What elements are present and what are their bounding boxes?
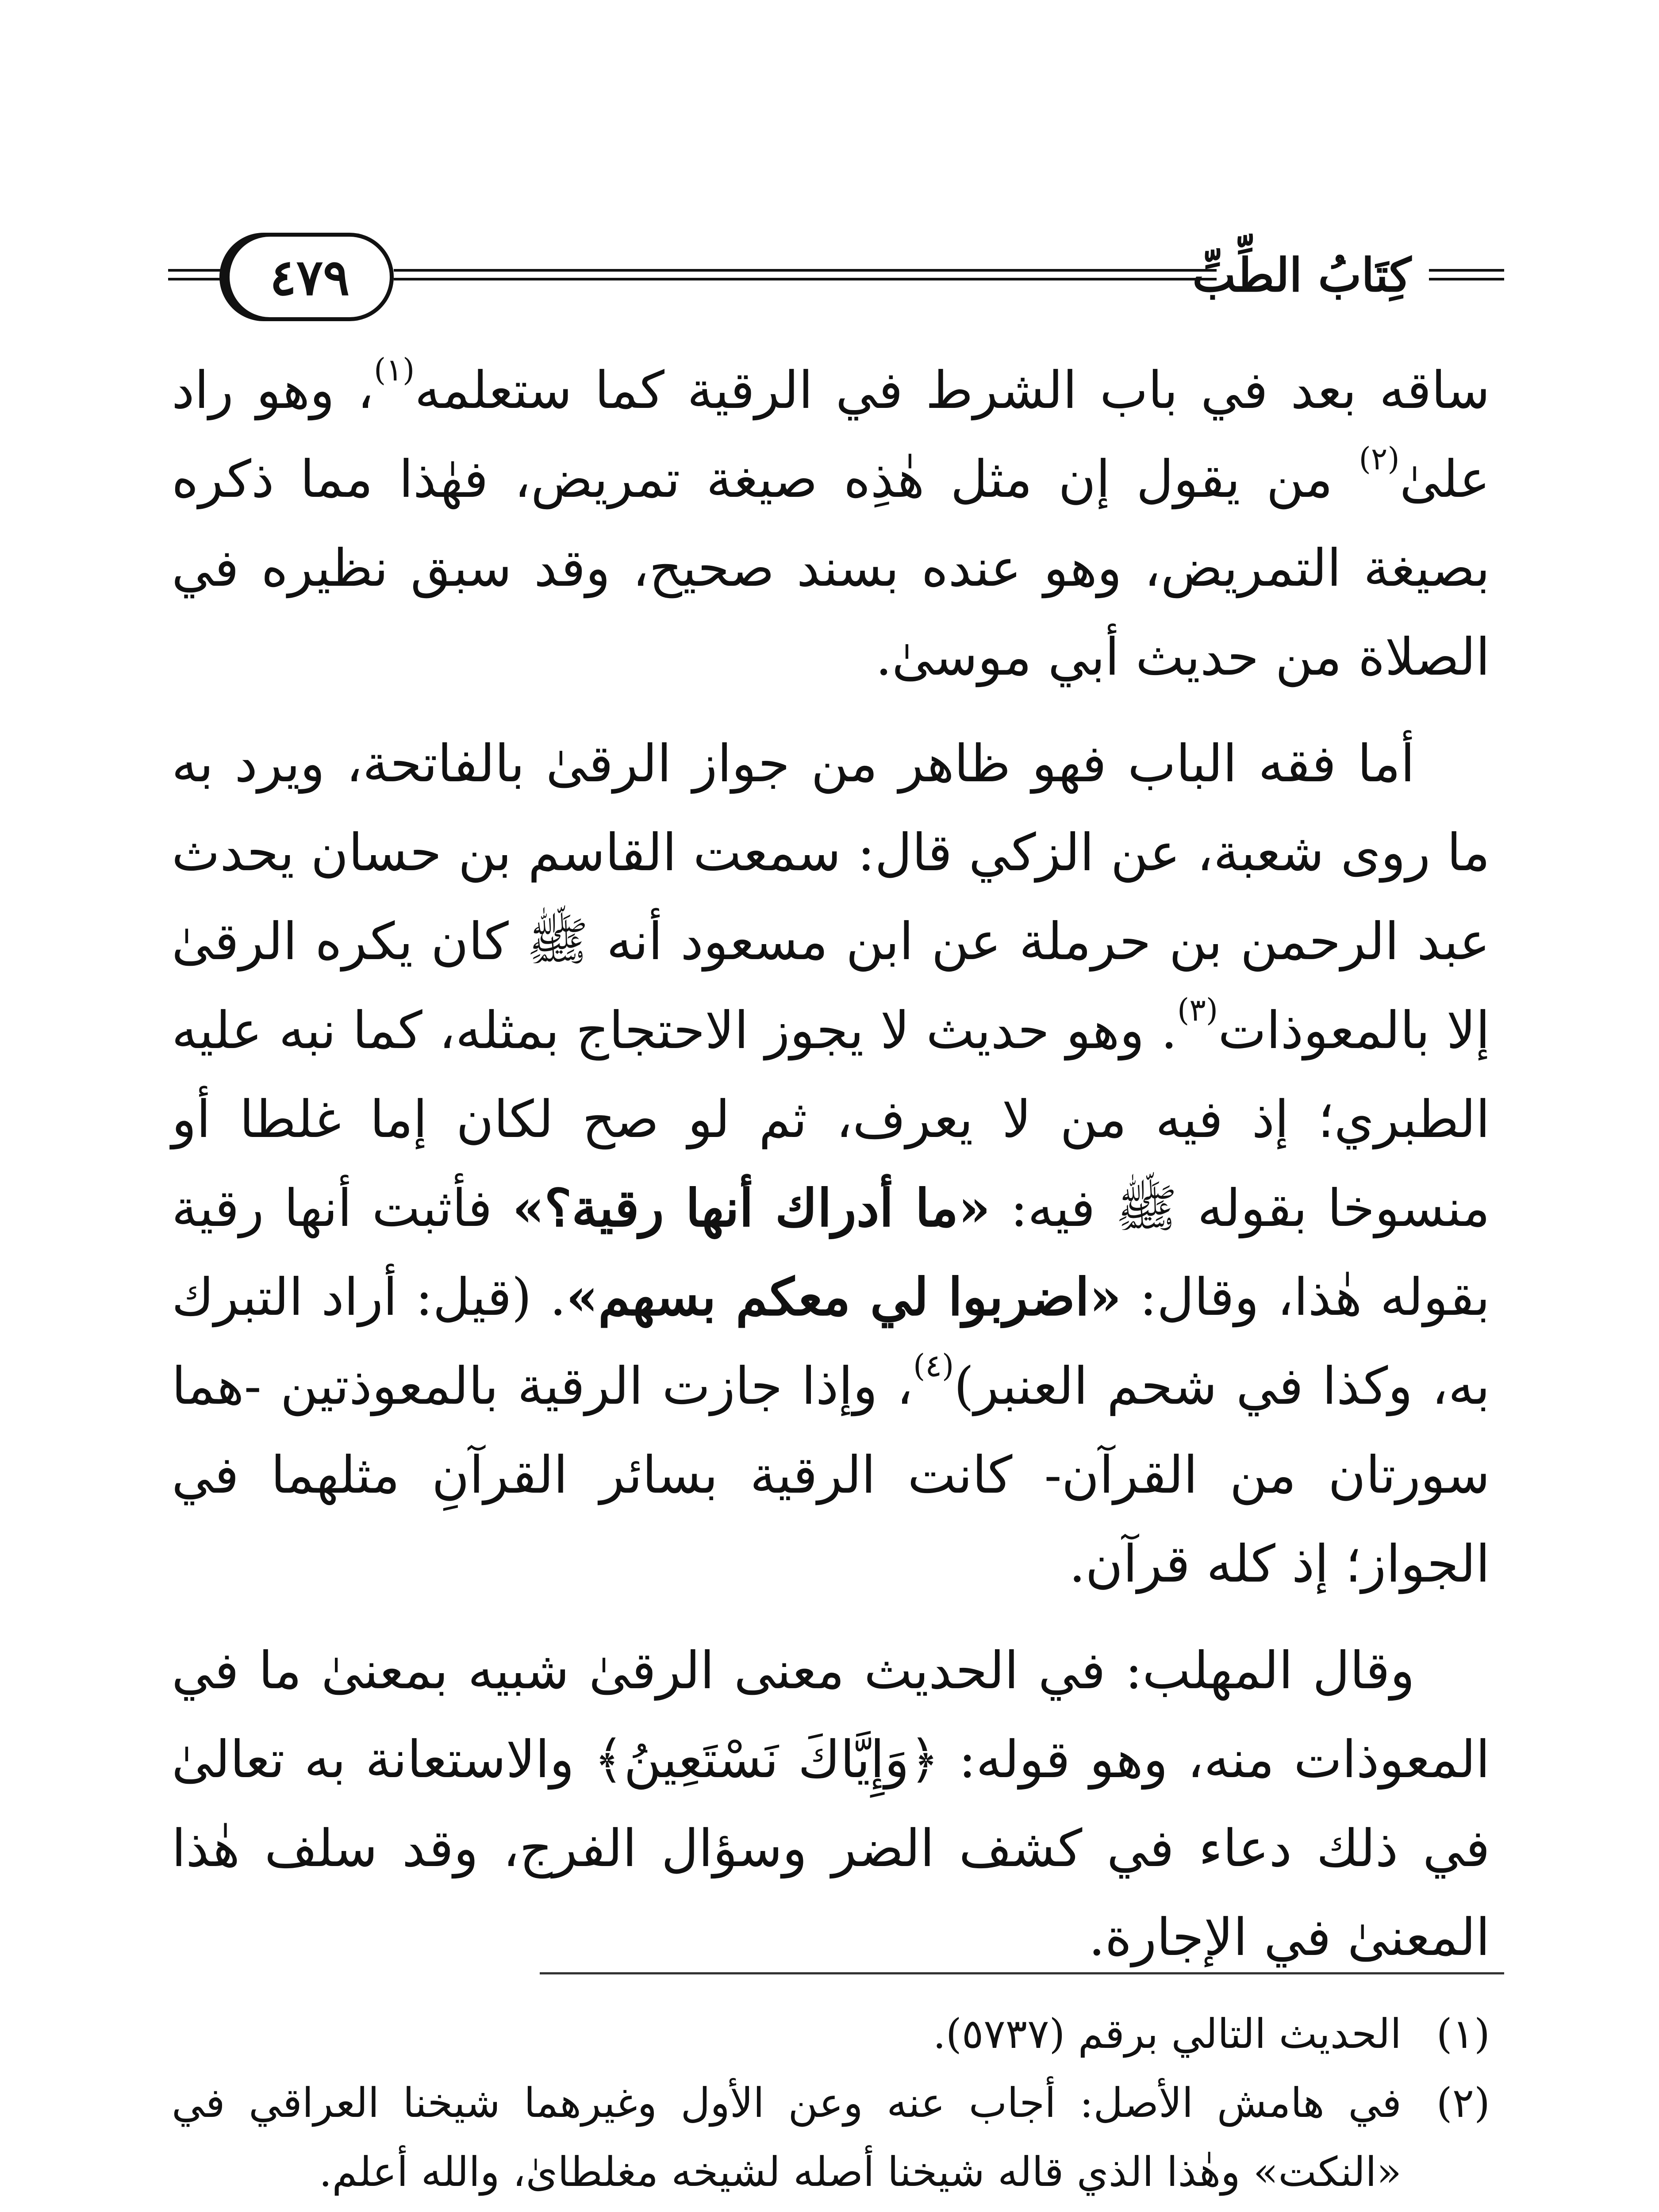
footnotes bbox=[172, 2000, 1490, 2212]
hadith-quote-2: «اضربوا لي معكم بسهم» bbox=[566, 1267, 1121, 1327]
footnote-number: (٢) bbox=[1436, 2079, 1490, 2127]
footnote-ref-1[interactable]: (١) bbox=[374, 352, 415, 388]
page-header bbox=[168, 230, 1504, 327]
footnote-2 bbox=[172, 2069, 1490, 2207]
footnote-divider bbox=[540, 1972, 1504, 1974]
footnote-text: الحديث التالي برقم (٥٧٣٧). bbox=[933, 2010, 1402, 2058]
footnote-ref-4[interactable]: (٤) bbox=[913, 1348, 954, 1384]
page-number: ٤٧٩ bbox=[269, 249, 350, 307]
text-run: ساقه بعد في باب الشرط في الرقية كما ستعلمه bbox=[415, 361, 1490, 420]
text-run: فأثبت أنها رقية بقوله هٰذا، وقال: bbox=[172, 1179, 1490, 1327]
text-run: ، وهو راد علىٰ bbox=[172, 361, 1490, 509]
text-run: من يقول إن مثل هٰذِه صيغة تمريض، فهٰذا مما ذكره بصيغة التمريض، وهو عنده بسند صحيح، وقد سبق نظيره في الصلاة من حديث أبي موسىٰ. bbox=[172, 449, 1490, 687]
footnote-ref-2[interactable]: (٢) bbox=[1359, 441, 1400, 477]
footnote-1 bbox=[172, 2000, 1490, 2069]
header-rule-right-top bbox=[1429, 269, 1504, 272]
header-rule-left-bottom bbox=[168, 278, 230, 280]
text-run: . (قيل: أراد التبرك به، وكذا في شحم العنبر) bbox=[172, 1267, 1490, 1416]
header-rule-middle-top bbox=[394, 269, 1217, 272]
main-text bbox=[172, 346, 1490, 2000]
text-run: أما فقه الباب فهو ظاهر من جواز الرقىٰ بالفاتحة، ويرد به ما روى شعبة، عن الزكي قال: سمعت القاسم بن حسان يحدث عبد الرحمن بن حرملة عن ابن مسعود أنه ﷺ كان يكره الرقىٰ إلا بالمعوذات bbox=[172, 734, 1490, 1060]
hadith-quote-1: «ما أدراك أنها رقية؟» bbox=[512, 1178, 991, 1238]
paragraph-3: وقال المهلب: في الحديث معنى الرقىٰ شبيه بمعنىٰ ما في المعوذات منه، وهو قوله: ﴿وَإِيَّاكَ نَسْتَعِينُ﴾ والاستعانة به تعالىٰ في ذلك دعاء في كشف الضر وسؤال الفرج، وقد سلف هٰذا المعنىٰ في الإجارة. bbox=[172, 1641, 1490, 1967]
text-run: ، وإذا جازت الرقية بالمعوذتين -هما سورتان من القرآن- كانت الرقية بسائر القرآنِ مثلهما في الجواز؛ إذ كله قرآن. bbox=[172, 1356, 1490, 1594]
footnote-number: (١) bbox=[1436, 2010, 1490, 2058]
header-rule-right-bottom bbox=[1429, 278, 1504, 280]
footnote-number bbox=[1436, 2207, 1490, 2212]
header-rule-middle-bottom bbox=[394, 278, 1217, 280]
footnote-3 bbox=[172, 2207, 1490, 2212]
footnote-text: في هامش الأصل: أجاب عنه وعن الأول وغيرهما شيخنا العراقي في «النكت» وهٰذا الذي قاله شيخنا أصله لشيخه مغلطاىٰ، والله أعلم. bbox=[172, 2079, 1402, 2196]
running-title: كِتَابُ الطِّبِّ bbox=[1192, 248, 1411, 302]
footnote-ref-3[interactable]: (٣) bbox=[1177, 992, 1218, 1028]
page-number-frame bbox=[226, 233, 394, 321]
paragraph-1 bbox=[172, 346, 1490, 702]
paragraph-2 bbox=[172, 719, 1490, 1609]
text-run: . وهو حديث لا يجوز الاحتجاج بمثله، كما نبه عليه الطبري؛ إذ فيه من لا يعرف، ثم لو صح لكان إما غلطا أو منسوخا بقوله ﷺ فيه: bbox=[172, 1001, 1490, 1238]
header-rule-left-top bbox=[168, 269, 230, 272]
